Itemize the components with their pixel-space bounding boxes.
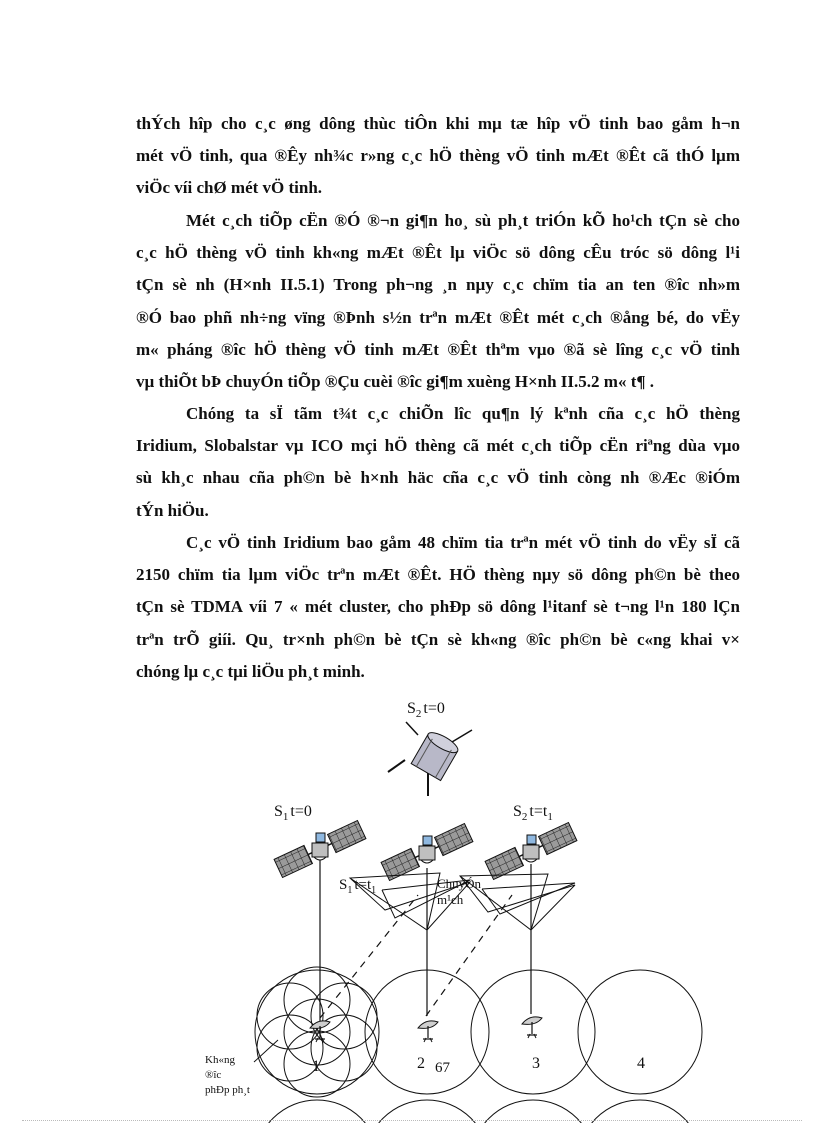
cell-label-3: 3 <box>532 1055 540 1072</box>
text-line: viÖc víi chØ mét vÖ tinh. <box>136 178 323 198</box>
ground-station-3-icon <box>522 1017 542 1038</box>
text-line: mét vÖ tinh, qua ®Êy nh¾c r»ng c¸c hÖ thèng vÖ tinh mÆt ®Êt cã thÓ lµm <box>136 146 740 166</box>
text-line: Mét c¸ch tiÕp cËn ®Ó ®¬n gi¶n ho¸ sù ph¸t triÓn kÕ ho¹ch tÇn sè cho <box>186 211 740 230</box>
switch-label: ChuyÓn <box>437 876 482 891</box>
cell-label-4: 4 <box>637 1055 645 1072</box>
switch-label-line-2: m¹ch <box>437 892 464 907</box>
text-line: m« pháng ®îc hÖ thèng vÖ tinh mÆt ®Êt thªm vµo ®ã sè lîng c¸c vÖ tinh <box>136 339 740 359</box>
cell-label-2: 2 <box>417 1055 425 1072</box>
text-line: Iridium, Slobalstar vµ ICO mçi hÖ thèng cã mét c¸ch tiÕp cËn riªng dùa vµo <box>136 436 740 456</box>
text-line: thÝch hîp cho c¸c øng dông thùc tiÔn khi mµ tæ hîp vÖ tinh bao gåm h¬n <box>136 114 740 133</box>
text-line: C¸c vÖ tinh Iridium bao gåm 48 chïm tia trªn mét vÖ tinh do vËy sÏ cã <box>186 533 740 552</box>
text-line: tÇn sè nh (H×nh II.5.1) Trong ph¬ng ¸n nµy c¸c chïm tia an ten ®îc nh»m <box>136 275 740 295</box>
text-line: tÝn hiÖu. <box>136 500 209 520</box>
handover-lines <box>320 895 512 1018</box>
text-line: c¸c hÖ thèng vÖ tinh kh«ng mÆt ®Êt lµ viÖc sö dông cÊu tróc sö dông l¹i <box>136 243 740 263</box>
text-line: vµ thiÕt bÞ chuyÓn tiÕp ®Çu cuèi ®îc gi¶m xuèng H×nh II.5.2 m« t¶ . <box>136 372 655 392</box>
text-line: sù kh¸c nhau cña ph©n bè h×nh häc cña c¸c vÖ tinh còng nh ®Æc ®iÓm <box>136 468 740 488</box>
satellite-s2-top-label: $S_2$ t=0 <box>407 700 445 720</box>
text-line: chóng lµ c¸c tµi liÖu ph¸t minh. <box>136 661 365 681</box>
unassigned-label-line-3: phÐp ph¸t <box>205 1084 250 1096</box>
cell-label-1: 1 <box>312 1058 320 1075</box>
page-number: 67 <box>435 1060 450 1076</box>
text-line: Chóng ta sÏ tãm t¾t c¸c chiÕn lîc qu¶n lý kªnh cña c¸c hÖ thèng <box>186 404 740 423</box>
coverage-cells <box>255 967 702 1123</box>
satellite-s1-t0-label: $S_1$ t=0 <box>274 803 312 823</box>
text-line: 2150 chïm tia lµm viÖc trªn mÆt ®Êt. HÖ thèng nµy sö dông ph©n bè theo <box>136 565 740 585</box>
satellite-s2-t1-label: $S_2$ $t=t_1$ <box>513 803 553 823</box>
satellite-s1-t1-label: $S_1$ $t=t_1$ <box>339 877 377 896</box>
unassigned-label: Kh«ng <box>205 1054 235 1066</box>
ground-station-2-icon <box>418 1021 438 1042</box>
satellite-s2-top-icon <box>388 722 472 796</box>
text-line: trªn trÕ giíi. Qu¸ tr×nh ph©n bè tÇn sè kh«ng ®îc ph©n bè c«ng khai v× <box>136 629 740 649</box>
text-line: tÇn sè TDMA víi 7 « mét cluster, cho phÐp sö dông l¹itanf sè t¬ng l¹n 180 lÇn <box>136 597 740 617</box>
text-line: ®Ó bao phñ nh÷ng vïng ®Þnh s½n trªn mÆt ®Êt mét c¸ch ®ång bé, do vËy <box>136 307 740 327</box>
page-bottom-rule <box>22 1120 802 1121</box>
unassigned-label-line-2: ®îc <box>205 1069 222 1081</box>
